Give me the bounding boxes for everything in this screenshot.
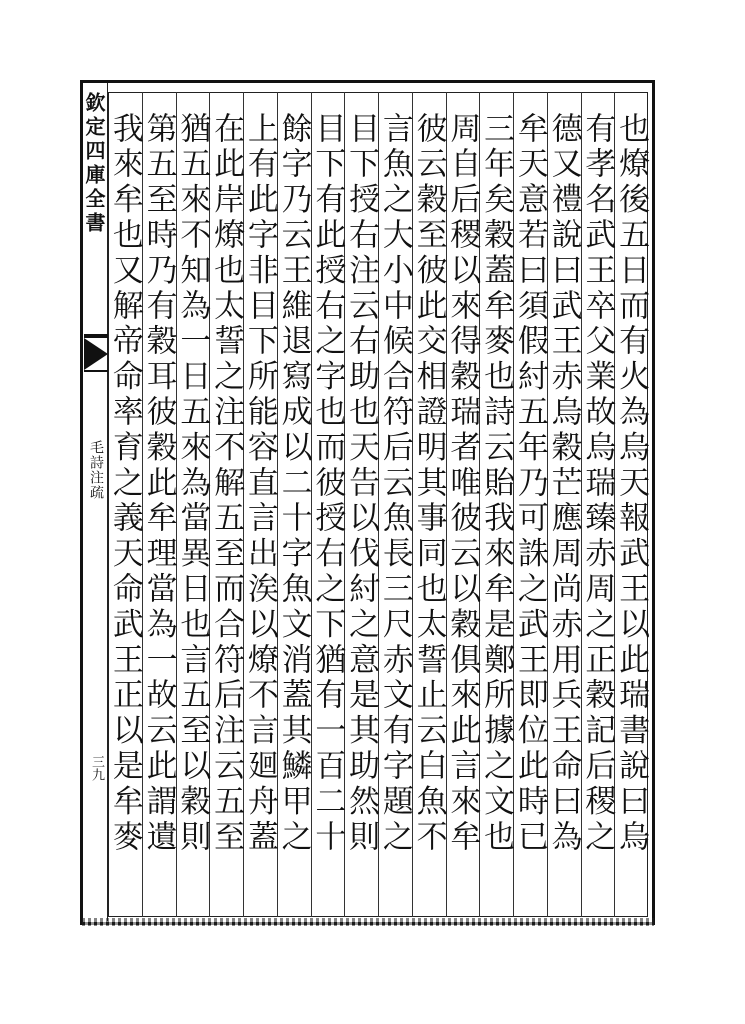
text-column: 有孝名武王卒父業故烏瑞臻赤周之正穀記后稷之 — [579, 112, 616, 856]
text-column: 也燎後五日而有火為烏天報武王以此瑞書說曰烏 — [613, 112, 650, 856]
text-column: 言魚之大小中候合符后云魚長三尺赤文有字題之 — [376, 112, 413, 856]
text-column: 上有此字非目下所能容直言出涘以燎不言廻舟蓋 — [241, 112, 278, 856]
text-column: 牟天意若曰須假紂五年乃可誅之武王即位此時已 — [511, 112, 548, 856]
book-title: 欽定四庫全書 — [82, 92, 106, 236]
text-column: 猶五來不知為一日五來為當異日也言五至以穀則 — [174, 112, 211, 856]
text-column: 目下有此授右之字也而彼授右之下猶有一百二十 — [309, 112, 346, 856]
bottom-edge-ornament — [82, 918, 654, 926]
section-label: 毛詩注疏 — [88, 440, 104, 500]
text-column: 第五至時乃有穀耳彼穀此牟理當為一故云此謂遺 — [140, 112, 177, 856]
text-column: 德又禮說曰武王赤烏穀芒應周尚赤用兵王命曰為 — [545, 112, 582, 856]
text-column: 三年矣穀蓋牟麥也詩云貽我來牟是鄭所據之文也 — [478, 112, 515, 856]
text-column: 目下授右注云右助也天告以伐紂之意是其助然則 — [343, 112, 380, 856]
text-column: 彼云穀至彼此交相證明其事同也太誓止云白魚不 — [410, 112, 447, 856]
page-number: 三九 — [89, 755, 104, 781]
text-column: 周自后稷以來得穀瑞者唯彼云以穀俱來此言來牟 — [444, 112, 481, 856]
text-column: 餘字乃云王維退寫成以二十字魚文消蓋其鱗甲之 — [275, 112, 312, 856]
text-column: 在此岸燎也太誓之注不解五至而合符后注云五至 — [208, 112, 245, 856]
text-column: 我來牟也又解帝命率育之義天命武王正以是牟麥 — [106, 112, 143, 856]
